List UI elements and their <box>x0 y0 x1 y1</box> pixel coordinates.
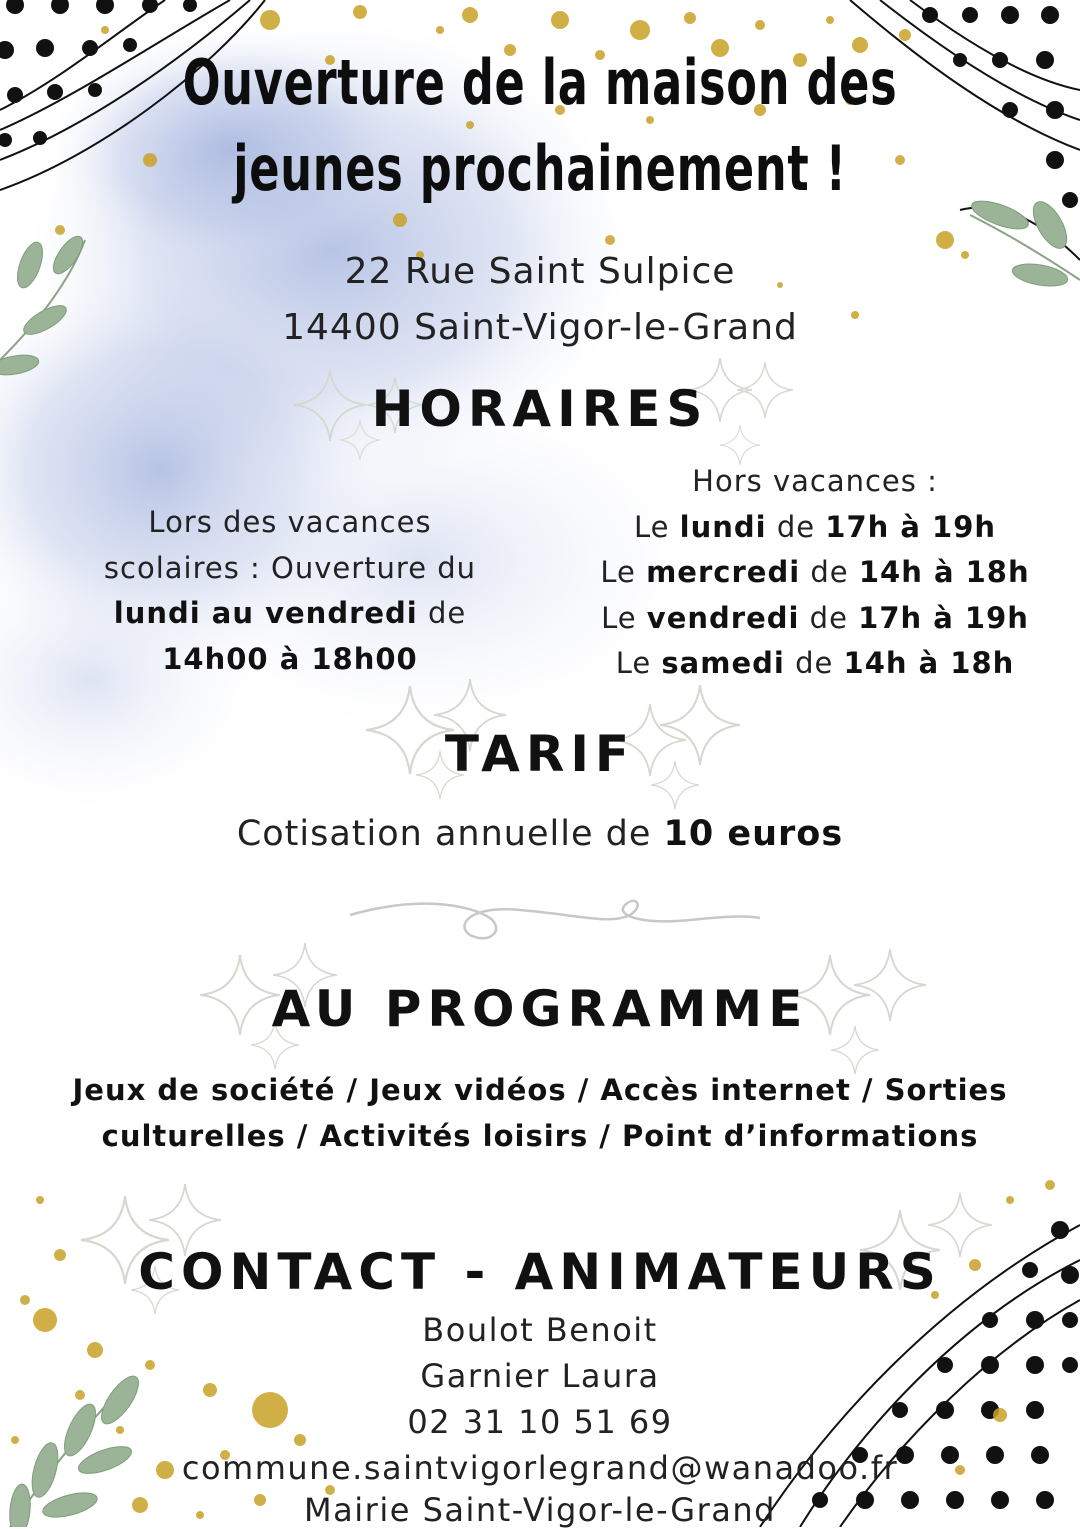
programme-heading: AU PROGRAMME <box>271 980 809 1038</box>
vacances-hours: 14h00 à 18h00 <box>162 641 418 676</box>
schedule-hours: 14h à 18h <box>843 646 1015 680</box>
contact-name-2: Garnier Laura <box>420 1357 660 1395</box>
tarif-amount: 10 euros <box>663 814 844 854</box>
programme-line-2: culturelles / Activités loisirs / Point d’informations <box>101 1119 979 1153</box>
horaires-heading: HORAIRES <box>371 380 709 438</box>
schedule-hours: 17h à 19h <box>858 600 1029 635</box>
programme-list <box>0 1067 1080 1159</box>
contact-name-1: Boulot Benoit <box>422 1311 658 1349</box>
schedule-day: vendredi <box>646 600 800 635</box>
page-title <box>151 40 929 212</box>
schedule-day: samedi <box>661 646 785 680</box>
title-line-2: jeunes prochainement ! <box>233 132 847 205</box>
contact-email: commune.saintvigorlegrand@wanadoo.fr <box>181 1449 899 1487</box>
schedule-row: Le samedi de 14h à 18h <box>615 646 1015 680</box>
address-block <box>0 244 1080 356</box>
swirl-divider <box>350 901 760 938</box>
address-street: 22 Rue Saint Sulpice <box>344 251 736 292</box>
hors-vacances-label: Hors vacances : <box>692 464 938 498</box>
contact-heading: CONTACT - ANIMATEURS <box>138 1243 942 1301</box>
vacances-line-1: Lors des vacances <box>148 505 432 539</box>
contact-phone: 02 31 10 51 69 <box>407 1403 673 1441</box>
schedule-day: lundi <box>679 509 767 544</box>
schedule-row: Le mercredi de 14h à 18h <box>600 555 1030 589</box>
horaires-vacances <box>70 500 510 682</box>
schedule-day: mercredi <box>646 555 801 589</box>
programme-line-1: Jeux de société / Jeux vidéos / Accès internet / Sorties <box>72 1073 1008 1107</box>
contact-block <box>0 1307 1080 1529</box>
schedule-row: Le lundi de 17h à 19h <box>633 509 997 544</box>
tarif-heading: TARIF <box>444 725 636 783</box>
vacances-days: lundi au vendredi <box>113 596 418 630</box>
vacances-line-3: lundi au vendredi de <box>113 596 467 630</box>
schedule-row: Le vendredi de 17h à 19h <box>601 600 1029 635</box>
dot-pattern-top-right <box>922 6 1078 208</box>
vacances-line-2: scolaires : Ouverture du <box>103 550 477 585</box>
tarif-text: Cotisation annuelle de 10 euros <box>236 814 844 854</box>
horaires-hors-vacances <box>585 459 1045 687</box>
contact-org: Mairie Saint-Vigor-le-Grand <box>304 1491 776 1529</box>
schedule-hours: 17h à 19h <box>825 509 997 544</box>
address-city: 14400 Saint-Vigor-le-Grand <box>282 307 798 348</box>
schedule-hours: 14h à 18h <box>858 555 1030 589</box>
vacances-line-4 <box>70 637 510 683</box>
title-line-1: Ouverture de la maison des <box>182 46 898 119</box>
